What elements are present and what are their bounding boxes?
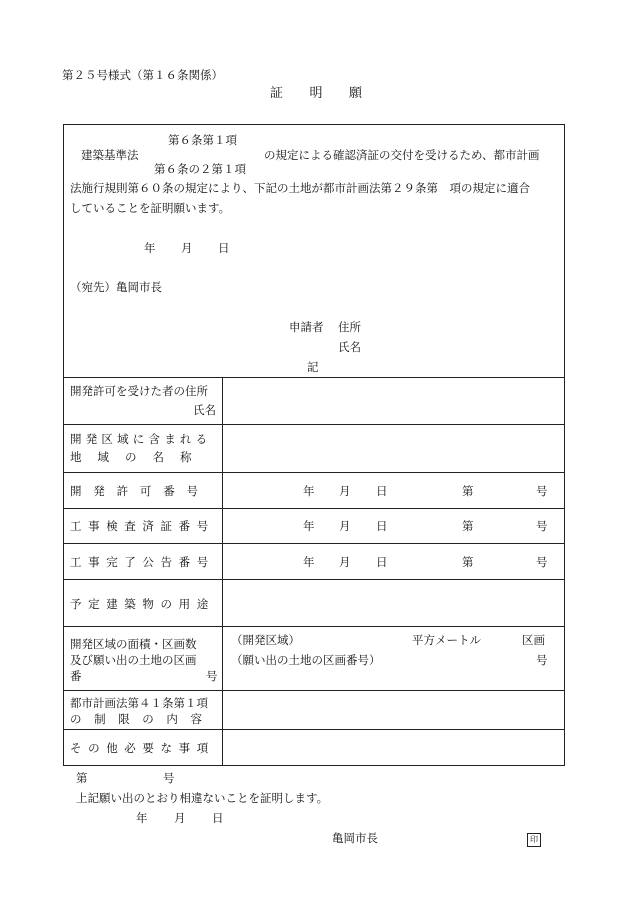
other-label: その他必要な事項 xyxy=(70,741,215,755)
divider xyxy=(63,729,565,730)
permit-number-label: 開発許可番号 xyxy=(70,484,210,498)
divider xyxy=(63,377,565,378)
form-number: 第２５号様式（第１６条関係） xyxy=(62,68,223,82)
date-day: 日 xyxy=(376,555,388,569)
divider xyxy=(63,690,565,691)
divider xyxy=(63,626,565,627)
date-month: 月 xyxy=(339,484,351,498)
seal-icon: 印 xyxy=(527,833,541,847)
article41-label-1: 都市計画法第４１条第１項 xyxy=(70,696,208,710)
applicant-label: 申請者 xyxy=(289,320,324,334)
dai-label: 第 xyxy=(462,555,474,569)
footer-go: 号 xyxy=(163,771,175,785)
go-label: 号 xyxy=(536,484,548,498)
completion-number-label: 工事完了公告番号 xyxy=(70,555,215,569)
divider xyxy=(63,543,565,544)
date-year: 年 xyxy=(303,555,315,569)
date-year: 年 xyxy=(303,519,315,533)
date-month: 月 xyxy=(339,519,351,533)
date-day: 日 xyxy=(212,811,224,825)
area-label-3b: 号 xyxy=(206,669,218,683)
parcel-number-label: （願い出の土地の区画番号） xyxy=(231,653,381,667)
date-year: 年 xyxy=(144,241,156,255)
included-area-label-2: 地域の名称 xyxy=(70,450,208,464)
seal-mark xyxy=(527,831,541,847)
date-year: 年 xyxy=(303,484,315,498)
intro-line2: 法施行規則第６０条の規定により、下記の土地が都市計画法第２９条第 項の規定に適合 xyxy=(70,181,530,195)
area-label-3a: 番 xyxy=(70,669,82,683)
name-label: 氏名 xyxy=(338,340,361,354)
dai-label: 第 xyxy=(462,484,474,498)
permit-holder-name-label: 氏名 xyxy=(193,403,216,417)
date-month: 月 xyxy=(174,811,186,825)
divider xyxy=(63,472,565,473)
go-label: 号 xyxy=(536,519,548,533)
article41-label-2: の制限の内容 xyxy=(70,712,215,726)
page-title xyxy=(270,86,362,102)
go-label: 号 xyxy=(536,555,548,569)
permit-holder-label: 開発許可を受けた者の住所 xyxy=(70,384,208,398)
article-option-1: 第６条第１項 xyxy=(168,133,237,147)
date-month: 月 xyxy=(181,241,193,255)
intro-line3: していることを証明願います。 xyxy=(70,201,231,215)
title-char: 証 xyxy=(270,86,284,101)
article-option-2: 第６条の２第１項 xyxy=(154,162,246,176)
title-char: 明 xyxy=(309,86,323,101)
date-day: 日 xyxy=(376,484,388,498)
divider xyxy=(63,508,565,509)
area-label-2: 及び願い出の土地の区画 xyxy=(70,653,197,667)
title-char: 願 xyxy=(348,86,362,101)
date-day: 日 xyxy=(218,241,230,255)
area-label-1: 開発区域の面積・区画数 xyxy=(70,637,197,651)
certification-text: 上記願い出のとおり相違ないことを証明します。 xyxy=(76,791,329,805)
column-divider xyxy=(222,377,223,766)
included-area-label: 開発区域に含まれる xyxy=(70,432,212,446)
unit-lots: 区画 xyxy=(522,633,545,647)
date-month: 月 xyxy=(339,555,351,569)
dai-label: 第 xyxy=(462,519,474,533)
addressee: （宛先）亀岡市長 xyxy=(70,280,162,294)
building-use-label: 予定建築物の用途 xyxy=(70,597,215,611)
divider xyxy=(63,424,565,425)
date-year: 年 xyxy=(136,811,148,825)
unit-area: 平方メートル xyxy=(412,633,481,647)
ki-label: 記 xyxy=(307,360,319,374)
date-day: 日 xyxy=(376,519,388,533)
unit-number: 号 xyxy=(536,653,548,667)
footer-dai: 第 xyxy=(76,771,88,785)
mayor-label: 亀岡市長 xyxy=(332,831,378,845)
law-name: 建築基準法 xyxy=(81,148,139,162)
intro-line1: の規定による確認済証の交付を受けるため、都市計画 xyxy=(264,148,540,162)
inspection-number-label: 工事検査済証番号 xyxy=(70,519,215,533)
dev-area-label: （開発区域） xyxy=(231,633,300,647)
divider xyxy=(63,579,565,580)
address-label: 住所 xyxy=(338,320,361,334)
